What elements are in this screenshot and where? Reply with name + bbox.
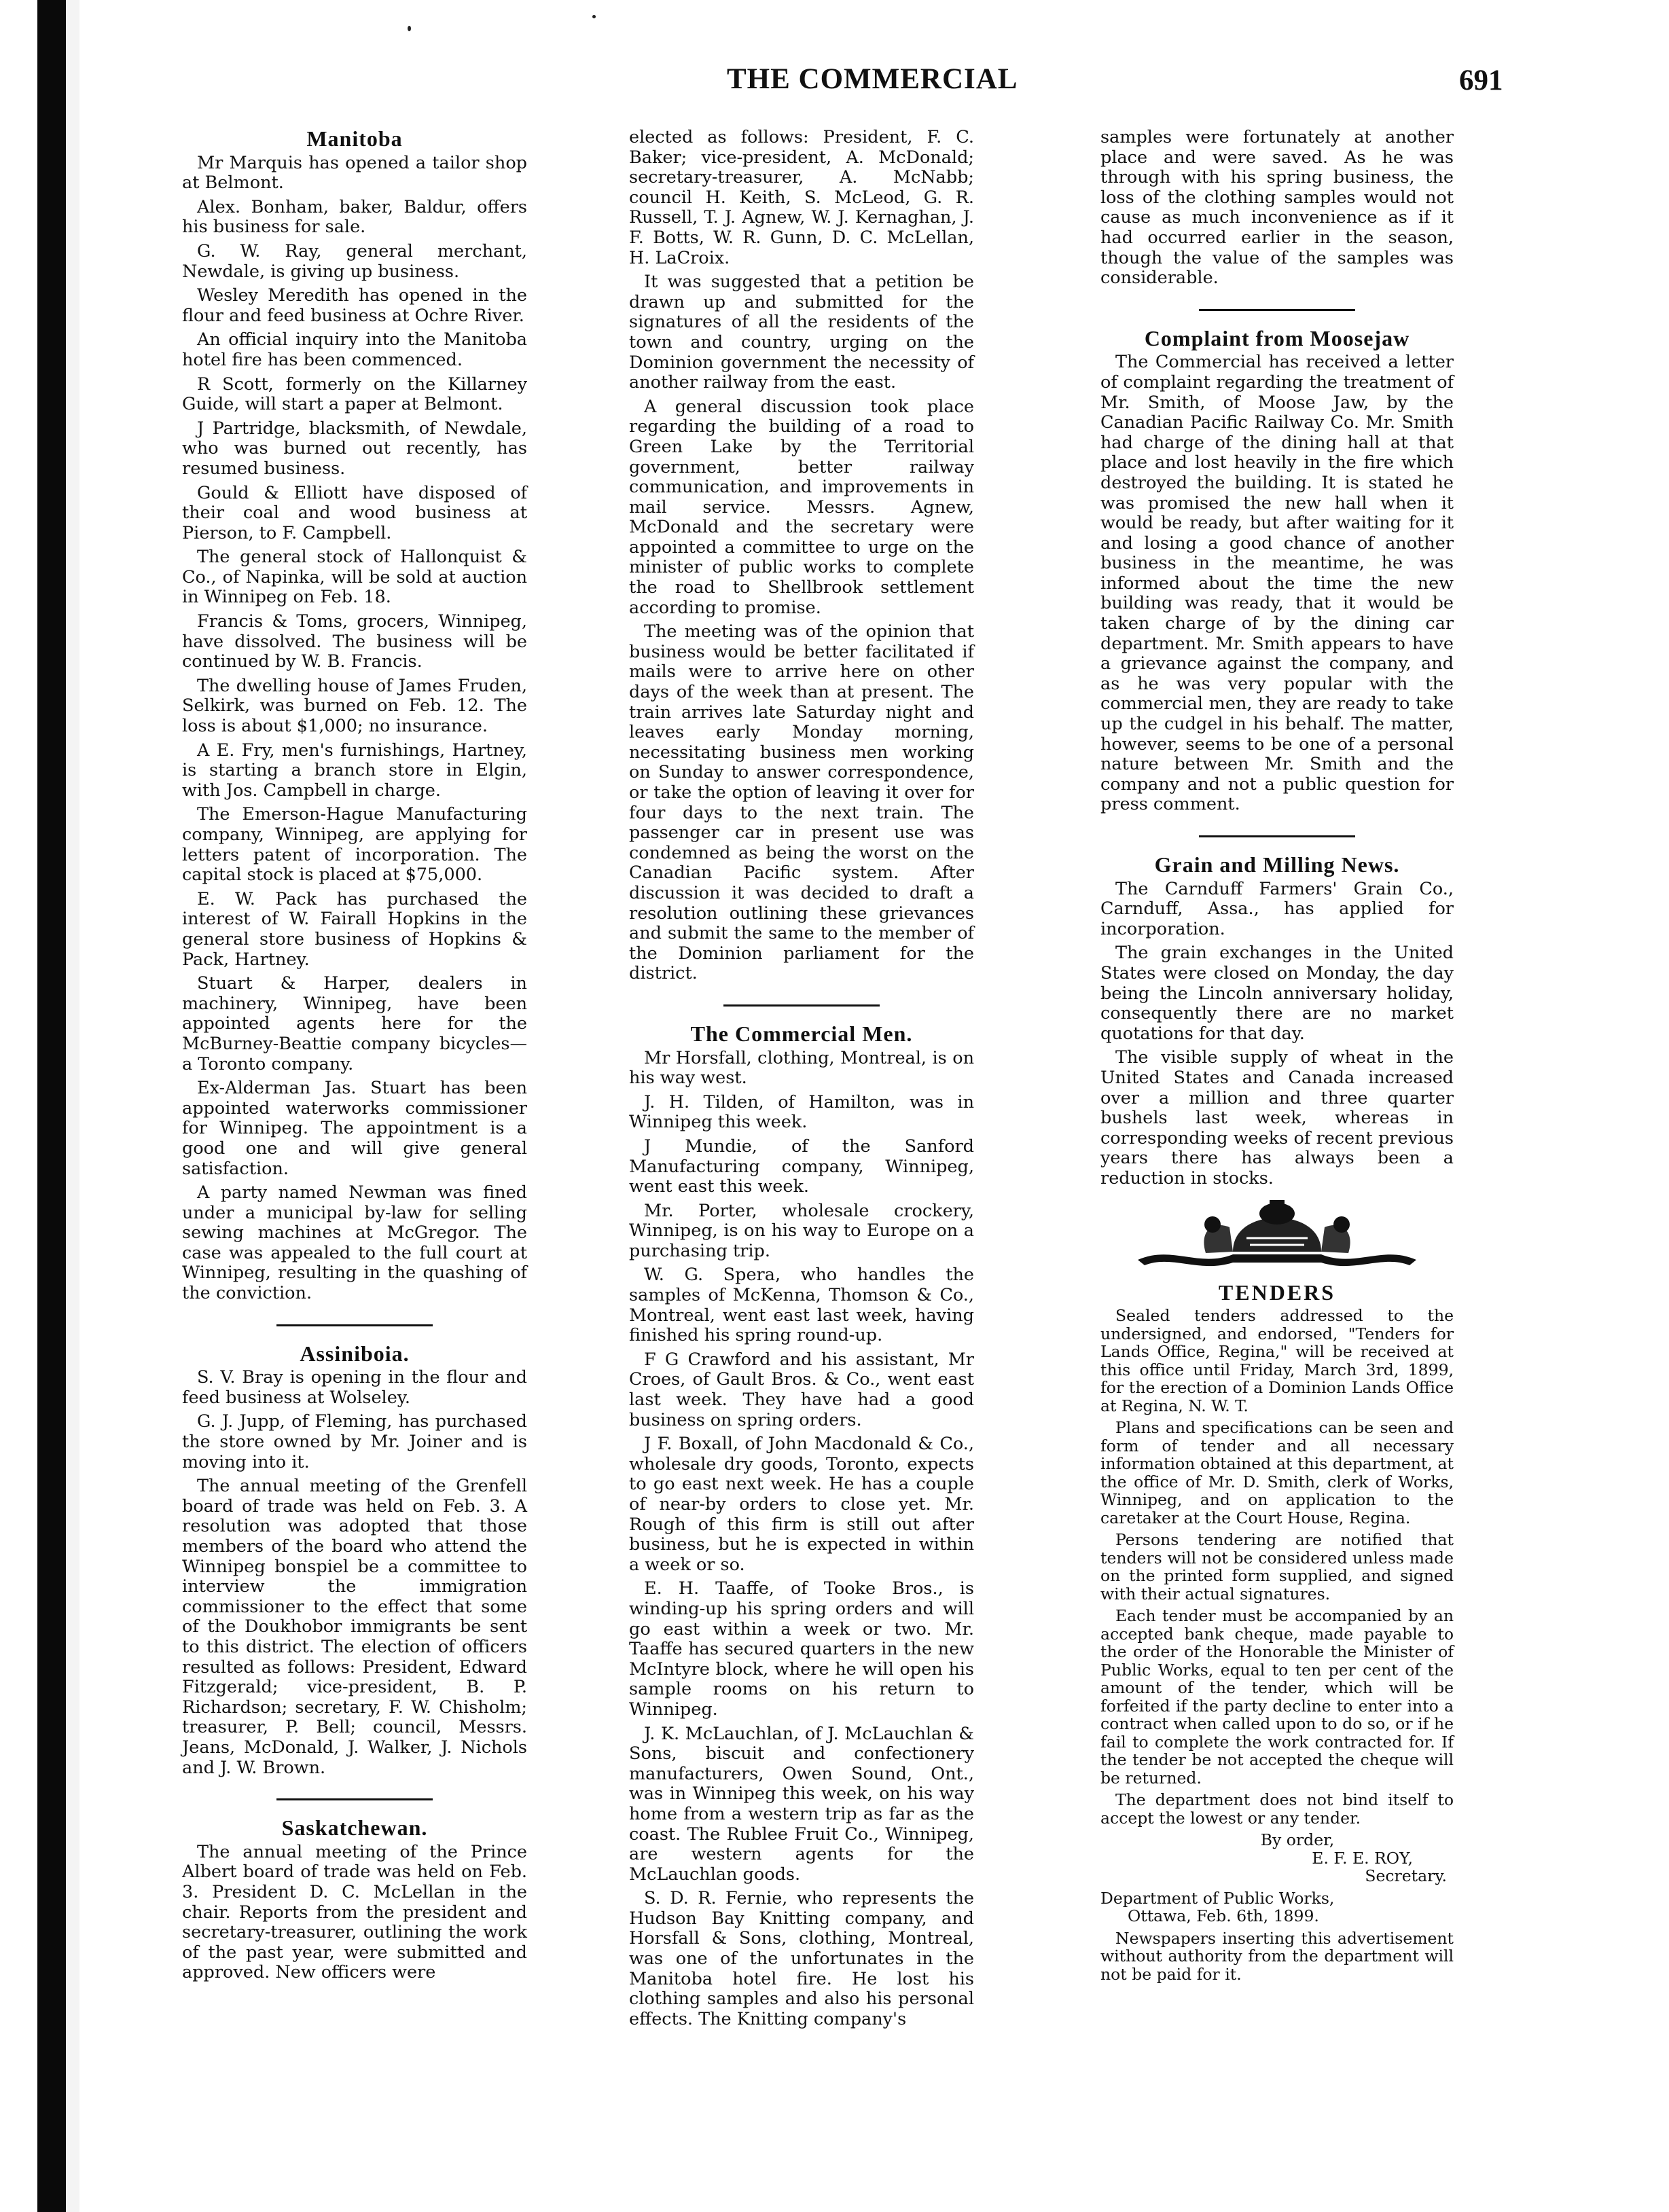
news-item: The Commercial has received a letter of complaint regarding the treatment of Mr. Smith, of Moose Jaw, by the Canadian Pacific Railway Co. Mr. Smith had charge of the dining hall at that place and lost heavily in the fire which destroyed the building. It is stated he was promised the new hall when it would be ready, but after waiting for it and losing a good chance of another business in the meantime, he was informed about the time the new building was ready, that it would be taken charge of by the dining car department. Mr. Smith appears to have a grievance against the company, and as he was very popular with the commercial men, they are ready to take up the cudgel in his behalf. The matter, however, seems to be one of a personal nature between Mr. Smith and the company and not a public question for press comment. [1100, 352, 1454, 815]
section-saskatchewan [182, 1843, 527, 1983]
tender-paragraph: Sealed tenders addressed to the undersigned, and endorsed, "Tenders for Lands Office, Regina," will be received at this office until Friday, March 3rd, 1899, for the erection of a Dominion Lands Office at Regina, N. W. T. [1100, 1306, 1454, 1415]
news-item: G. J. Jupp, of Fleming, has purchased the store owned by Mr. Joiner and is moving into it. [182, 1411, 527, 1472]
section-heading-manitoba: Manitoba [306, 126, 403, 151]
news-item: The annual meeting of the Grenfell board of trade was held on Feb. 3. A resolution was adopted that those members of the board who attend the Winnipeg bonspiel be a committee to interview the immigration commissioner to the effect that some of the Doukhobor immigrants be sent to this district. The election of officers resulted as follows: President, Edward Fitzgerald; vice-president, B. P. Richardson; secretary, F. W. Chisholm; treasurer, P. Bell; council, Messrs. Jeans, McDonald, J. Walker, J. Nichols and J. W. Brown. [182, 1476, 527, 1778]
news-item: J. K. McLauchlan, of J. McLauchlan & Sons, biscuit and confectionery manufacturers, Owen Sound, Ont., was in Winnipeg this week, on his way home from a western trip as far as the coast. The Rublee Fruit Co., Winnipeg, are western agents for the McLauchlan goods. [629, 1723, 974, 1885]
news-item: W. G. Spera, who handles the samples of McKenna, Thomson & Co., Montreal, went east last week, having finished his spring round-up. [629, 1265, 974, 1346]
news-item: samples were fortunately at another place and were saved. As he was through with his spring business, the loss of the clothing samples would not cause as much inconvenience as if it had occurred earlier in the season, though the value of the samples was considerable. [1100, 127, 1454, 289]
news-item: The grain exchanges in the United States were closed on Monday, the day being the Lincoln anniversary holiday, consequently there are no market quotations for that day. [1100, 943, 1454, 1044]
news-item: The meeting was of the opinion that business would be better facilitated if mails were to arrive here on other days of the week than at present. The train arrives late Saturday night and leaves early Monday morning, necessitating business men working on Sunday to answer correspondence, or take the option of leaving it over for four days to the next train. The passenger car in present use was condemned as being the worst on the Canadian Pacific system. After discussion it was decided to draft a resolution outlining these grievances and submit the same to the member of the Dominion parliament for the district. [629, 621, 974, 984]
news-item: Mr. Porter, wholesale crockery, Winnipeg, is on his way to Europe on a purchasing trip. [629, 1200, 974, 1261]
news-item: The annual meeting of the Prince Albert board of trade was held on Feb. 3. President D. C. McLellan in the chair. Reports from the president and secretary-treasurer, outlining the work of the past year, were submitted and approved. New officers were [182, 1841, 527, 1983]
column-1 [182, 122, 527, 1987]
news-item: A general discussion took place regarding the building of a road to Green Lake by the Territorial government, better railway communication, and improvements in mail service. Messrs. Agnew, McDonald and the secretary were appointed a committee to urge on the minister of public works to complete the road to Shellbrook settlement according to promise. [629, 396, 974, 618]
news-item: J Mundie, of the Sanford Manufacturing company, Winnipeg, went east this week. [629, 1136, 974, 1197]
section-grain [1100, 880, 1454, 1189]
signer-title: Secretary. [1365, 1866, 1447, 1886]
news-item: The dwelling house of James Fruden, Selkirk, was burned on Feb. 12. The loss is about $1,000; no insurance. [182, 675, 527, 737]
news-item: Stuart & Harper, dealers in machinery, Winnipeg, have been appointed agents here for the McBurney-Beattie company bicycles—a Toronto company. [182, 973, 527, 1074]
section-commercial-men-continued [1100, 128, 1454, 289]
section-moosejaw [1100, 352, 1454, 815]
tender-paragraph: The department does not bind itself to accept the lowest or any tender. [1100, 1790, 1454, 1828]
news-item: Francis & Toms, grocers, Winnipeg, have dissolved. The business will be continued by W. B. Francis. [182, 611, 527, 672]
news-item: The Emerson-Hague Manufacturing company, Winnipeg, are applying for letters patent of incorporation. The capital stock is placed at $75,000. [182, 804, 527, 886]
news-item: R Scott, formerly on the Killarney Guide, will start a paper at Belmont. [182, 374, 527, 415]
page-number: 691 [1459, 65, 1503, 96]
news-item: The general stock of Hallonquist & Co., of Napinka, will be sold at auction in Winnipeg on Feb. 18. [182, 547, 527, 608]
news-item: A E. Fry, men's furnishings, Hartney, is starting a branch store in Elgin, with Jos. Campbell in charge. [182, 740, 527, 801]
newspaper-notice: Newspapers inserting this advertisement without authority from the department will not be paid for it. [1100, 1928, 1454, 1984]
section-saskatchewan-continued [629, 128, 974, 984]
section-divider [1199, 309, 1355, 311]
news-item: Mr Horsfall, clothing, Montreal, is on his way west. [629, 1047, 974, 1089]
section-tenders [1100, 1307, 1454, 1983]
news-item: Mr Marquis has opened a tailor shop at Belmont. [182, 152, 527, 194]
tender-paragraph: Persons tendering are notified that tenders will not be considered unless made on the printed form supplied, and signed with their actual signatures. [1100, 1530, 1454, 1603]
column-2 [629, 128, 974, 2033]
scan-speck [408, 26, 411, 31]
section-heading-moosejaw: Complaint from Moosejaw [1144, 325, 1410, 350]
signer-name: E. F. E. ROY, [1312, 1848, 1413, 1868]
news-item: S. V. Bray is opening in the flour and feed business at Wolseley. [182, 1367, 527, 1408]
section-divider [723, 1004, 880, 1007]
news-item: F G Crawford and his assistant, Mr Croes, of Gault Bros. & Co., went east last week. They have had a good business on spring orders. [629, 1349, 974, 1430]
news-item: The Carnduff Farmers' Grain Co., Carnduff, Assa., has applied for incorporation. [1100, 878, 1454, 939]
section-heading-tenders: TENDERS [1218, 1280, 1336, 1305]
tender-paragraph: Each tender must be accompanied by an accepted bank cheque, made payable to the order of the Honorable the Minister of Public Works, equal to ten per cent of the amount of the tender, which will be forfeited if the party decline to enter into a contract when called upon to do so, or if he fail to complete the work contracted for. If the tender be not accepted the cheque will be returned. [1100, 1606, 1454, 1788]
royal-arms-ornament-icon [1131, 1197, 1423, 1279]
news-item: J Partridge, blacksmith, of Newdale, who was burned out recently, has resumed business. [182, 418, 527, 479]
section-divider [276, 1324, 433, 1326]
section-heading-saskatchewan: Saskatchewan. [281, 1815, 428, 1841]
section-divider [1199, 835, 1355, 837]
page-title: THE COMMERCIAL [727, 63, 1018, 95]
section-heading-assiniboia: Assiniboia. [300, 1341, 410, 1366]
section-heading-commercial-men: The Commercial Men. [690, 1021, 913, 1046]
department-line: Department of Public Works, [1100, 1888, 1335, 1908]
section-commercial-men [629, 1049, 974, 2030]
news-item: It was suggested that a petition be drawn up and submitted for the signatures of all the residents of the town and country, urging on the Dominion government the necessity of another railway from the east. [629, 272, 974, 393]
news-item: An official inquiry into the Manitoba hotel fire has been commenced. [182, 329, 527, 370]
date-line: Ottawa, Feb. 6th, 1899. [1128, 1906, 1319, 1926]
news-item: J. H. Tilden, of Hamilton, was in Winnipeg this week. [629, 1091, 974, 1133]
news-item: E. W. Pack has purchased the interest of W. Fairall Hopkins in the general store business of Hopkins & Pack, Hartney. [182, 888, 527, 970]
news-item: Wesley Meredith has opened in the flour and feed business at Ochre River. [182, 285, 527, 326]
scan-edge-gap [66, 0, 79, 2212]
news-item: A party named Newman was fined under a municipal by-law for selling sewing machines at McGregor. The case was appealed to the full court at Winnipeg, resulting in the quashing of the conviction. [182, 1182, 527, 1304]
column-3 [1100, 128, 1454, 1987]
news-item: Alex. Bonham, baker, Baldur, offers his business for sale. [182, 196, 527, 238]
scan-speck [592, 15, 596, 18]
news-item: The visible supply of wheat in the United States and Canada increased over a million and three quarter bushels last week, whereas in corresponding weeks of recent previous years there has always been a reduction in stocks. [1100, 1047, 1454, 1189]
news-item: E. H. Taaffe, of Tooke Bros., is winding-up his spring orders and will go east within a week or two. Mr. Taaffe has secured quarters in the new McIntyre block, where he will open his sample rooms on his return to Winnipeg. [629, 1578, 974, 1720]
news-item: J F. Boxall, of John Macdonald & Co., wholesale dry goods, Toronto, expects to go east next week. He has a couple of near-by orders to close yet. Mr. Rough of this firm is still out after business, but he is expected in within a week or so. [629, 1434, 974, 1575]
news-item: S. D. R. Fernie, who represents the Hudson Bay Knitting company, and Horsfall & Sons, clothing, Montreal, was one of the unfortunates in the Manitoba hotel fire. He lost his clothing samples and also his personal effects. The Knitting company's [629, 1888, 974, 2029]
news-item: elected as follows: President, F. C. Baker; vice-president, A. McDonald; secretary-treasurer, A. McNabb; council H. Keith, S. McLeod, G. R. Russell, T. J. Agnew, W. J. Kernaghan, J. F. Botts, W. R. Gunn, D. C. McLellan, H. LaCroix. [629, 127, 974, 268]
news-item: Ex-Alderman Jas. Stuart has been appointed waterworks commissioner for Winnipeg. The appointment is a good one and will give general satisfaction. [182, 1078, 527, 1179]
news-item: Gould & Elliott have disposed of their coal and wood business at Pierson, to F. Campbell. [182, 482, 527, 543]
news-item: G. W. Ray, general merchant, Newdale, is giving up business. [182, 240, 527, 282]
section-divider [276, 1798, 433, 1800]
masthead [0, 62, 1669, 103]
by-order-line: By order, [1260, 1830, 1335, 1850]
section-assiniboia [182, 1368, 527, 1778]
section-manitoba [182, 153, 527, 1304]
section-heading-grain: Grain and Milling News. [1154, 852, 1400, 877]
scan-edge-bar [37, 0, 66, 2212]
tender-paragraph: Plans and specifications can be seen and form of tender and all necessary information obtained at this department, at the office of Mr. D. Smith, clerk of Works, Winnipeg, and on application to the caretaker at the Court House, Regina. [1100, 1418, 1454, 1527]
